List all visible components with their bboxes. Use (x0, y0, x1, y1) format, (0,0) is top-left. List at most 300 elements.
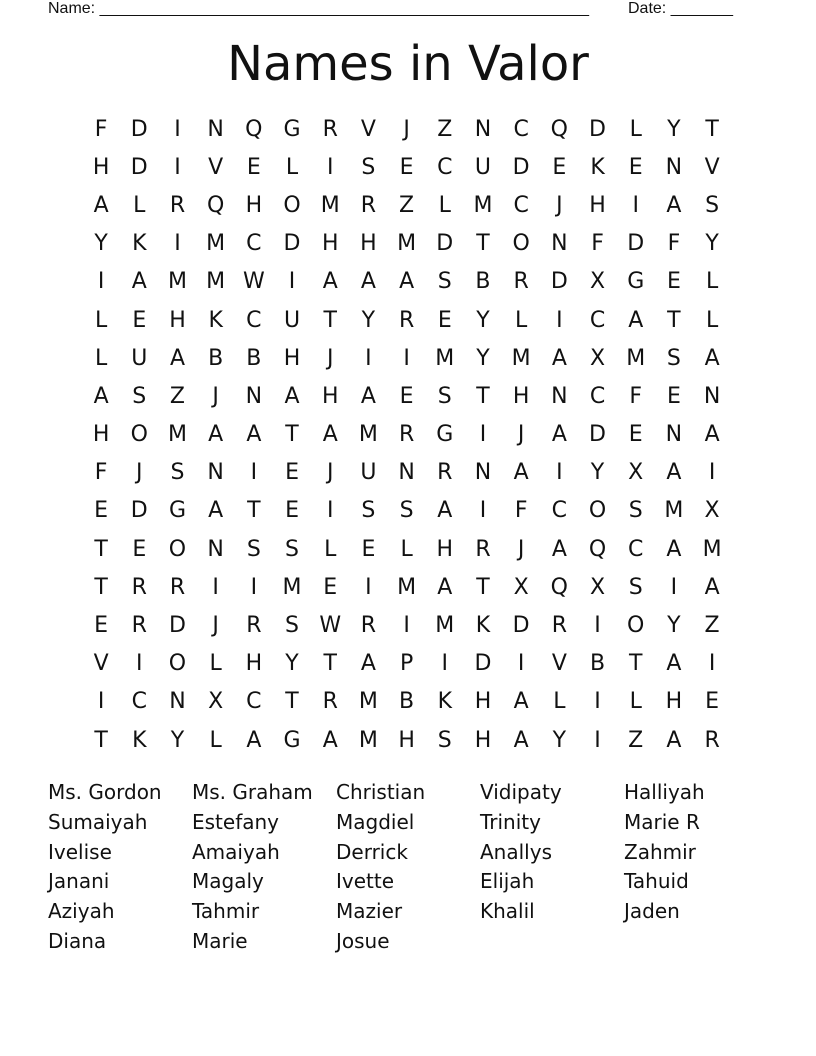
grid-letter: E (132, 536, 147, 562)
grid-letter: M (511, 345, 531, 371)
grid-letter: N (551, 383, 568, 409)
grid-letter: G (283, 727, 301, 753)
grid-letter: E (285, 460, 299, 486)
grid-letter: O (168, 651, 187, 677)
grid-letter: L (209, 727, 222, 753)
grid-letter: I (479, 422, 487, 448)
grid-letter: C (589, 307, 606, 333)
grid-letter: Q (550, 116, 568, 142)
grid-letter: E (437, 307, 452, 333)
grid-letter: D (130, 154, 148, 180)
grid-letter: J (517, 422, 525, 448)
grid-letter: N (245, 383, 263, 409)
grid-letter: A (246, 422, 262, 448)
grid-letter: N (207, 536, 224, 562)
grid-letter: S (285, 613, 300, 639)
word-list-item: Anallys (480, 839, 552, 864)
grid-letter: C (246, 689, 262, 715)
word-list-item: Marie (192, 928, 248, 953)
grid-letter: O (588, 498, 607, 524)
grid-letter: Z (704, 613, 720, 639)
grid-letter: Y (476, 307, 490, 333)
grid-letter: Q (245, 116, 263, 142)
grid-letter: D (474, 651, 492, 677)
grid-letter: I (594, 689, 601, 715)
word-list-item: Tahmir (192, 899, 260, 924)
word-list-item: Magaly (192, 869, 264, 894)
grid-letter: L (553, 689, 566, 715)
grid-letter: A (322, 269, 338, 295)
grid-letter: V (360, 116, 376, 142)
grid-letter: M (320, 192, 340, 218)
grid-letter: A (551, 536, 567, 562)
grid-letter: K (590, 154, 605, 180)
grid-letter: Q (588, 536, 607, 562)
grid-letter: E (666, 383, 681, 409)
word-list (48, 780, 768, 959)
grid-letter: J (517, 536, 525, 562)
grid-letter: I (250, 574, 258, 600)
grid-letter: C (628, 536, 644, 562)
grid-letter: H (92, 422, 110, 448)
grid-letter: H (245, 192, 263, 218)
grid-letter: I (670, 574, 678, 600)
grid-letter: A (360, 269, 376, 295)
grid-letter: A (704, 422, 720, 448)
grid-letter: H (589, 192, 606, 218)
grid-letter: L (285, 154, 299, 180)
grid-letter: A (437, 498, 453, 524)
grid-letter: E (628, 154, 643, 180)
grid-letter: F (591, 231, 604, 257)
grid-letter: V (551, 651, 567, 677)
grid-letter: M (282, 574, 302, 600)
grid-letter: M (206, 269, 226, 295)
grid-letter: I (97, 689, 105, 715)
word-list-item: Elijah (480, 869, 535, 894)
grid-letter: L (324, 536, 337, 562)
grid-letter: S (246, 536, 261, 562)
grid-letter: I (708, 651, 716, 677)
grid-letter: N (169, 689, 186, 715)
grid-letter: T (628, 651, 643, 677)
grid-letter: X (208, 689, 224, 715)
grid-letter: V (704, 154, 720, 180)
grid-letter: R (360, 192, 377, 218)
letter-grid (82, 110, 731, 759)
grid-letter: Q (550, 574, 568, 600)
grid-letter: C (131, 689, 147, 715)
grid-letter: I (365, 574, 372, 600)
grid-letter: X (589, 574, 606, 600)
grid-letter: U (474, 154, 492, 180)
grid-letter: E (399, 383, 414, 409)
grid-letter: T (94, 574, 108, 600)
grid-letter: H (92, 154, 110, 180)
grid-letter: S (132, 383, 147, 409)
grid-letter: B (208, 345, 224, 371)
grid-letter: Y (705, 231, 719, 257)
grid-letter: I (136, 651, 143, 677)
grid-letter: S (437, 269, 452, 295)
grid-letter: M (397, 574, 417, 600)
grid-letter: N (551, 231, 568, 257)
grid-letter: Y (667, 116, 681, 142)
grid-letter: D (168, 613, 186, 639)
word-list-item: Marie R (624, 809, 700, 834)
grid-letter: R (322, 116, 338, 142)
grid-letter: I (441, 651, 449, 677)
grid-letter: N (207, 116, 224, 142)
grid-letter: I (479, 498, 487, 524)
grid-letter: T (247, 498, 261, 524)
grid-letter: I (556, 460, 563, 486)
grid-letter: F (94, 460, 108, 486)
grid-letter: A (437, 574, 453, 600)
grid-letter: R (169, 574, 186, 600)
grid-letter: B (589, 651, 606, 677)
grid-letter: I (212, 574, 219, 600)
grid-letter: D (589, 116, 606, 142)
grid-letter: R (131, 574, 147, 600)
grid-letter: M (435, 613, 455, 639)
grid-letter: H (665, 689, 683, 715)
grid-letter: I (403, 613, 410, 639)
grid-letter: R (437, 460, 453, 486)
grid-letter: H (169, 307, 186, 333)
word-list-item: Estefany (192, 809, 280, 834)
grid-letter: E (666, 269, 681, 295)
grid-letter: K (132, 727, 147, 753)
grid-letter: A (513, 727, 529, 753)
grid-letter: A (360, 651, 376, 677)
grid-letter: I (403, 345, 410, 371)
grid-letter: L (705, 269, 719, 295)
grid-letter: L (133, 192, 146, 218)
grid-letter: C (246, 231, 262, 257)
grid-letter: S (437, 383, 452, 409)
word-list-item: Aziyah (48, 899, 115, 924)
grid-letter: T (476, 231, 490, 257)
grid-letter: M (167, 422, 187, 448)
grid-letter: I (517, 651, 525, 677)
grid-letter: R (169, 192, 186, 218)
grid-letter: E (94, 498, 109, 524)
word-list-item: Derrick (336, 839, 408, 864)
word-list-item: Ivette (336, 869, 395, 894)
grid-letter: E (628, 422, 643, 448)
grid-letter: L (629, 116, 642, 142)
grid-letter: X (513, 574, 529, 600)
grid-letter: M (358, 689, 378, 715)
grid-letter: E (705, 689, 720, 715)
word-list-item: Ivelise (48, 839, 112, 864)
grid-letter: D (283, 231, 301, 257)
grid-letter: J (212, 613, 219, 639)
grid-letter: Y (94, 231, 108, 257)
word-list-item: Khalil (480, 899, 535, 924)
grid-letter: U (283, 307, 301, 333)
grid-letter: M (664, 498, 684, 524)
grid-letter: L (209, 651, 222, 677)
grid-letter: Q (206, 192, 225, 218)
grid-letter: T (667, 307, 681, 333)
grid-letter: H (283, 345, 301, 371)
grid-letter: B (399, 689, 415, 715)
grid-letter: G (283, 116, 301, 142)
grid-letter: T (705, 116, 719, 142)
grid-letter: B (475, 269, 491, 295)
grid-letter: Y (476, 345, 490, 371)
grid-letter: A (513, 460, 529, 486)
grid-letter: V (93, 651, 109, 677)
grid-letter: R (513, 269, 529, 295)
grid-letter: K (132, 231, 147, 257)
grid-letter: J (136, 460, 143, 486)
grid-letter: E (246, 154, 261, 180)
grid-letter: N (474, 460, 492, 486)
grid-letter: I (288, 269, 296, 295)
grid-letter: D (589, 422, 606, 448)
grid-letter: N (665, 154, 683, 180)
grid-letter: R (131, 613, 147, 639)
grid-letter: R (475, 536, 491, 562)
grid-letter: A (322, 727, 338, 753)
grid-letter: C (437, 154, 453, 180)
grid-letter: D (130, 116, 148, 142)
grid-letter: K (437, 689, 452, 715)
grid-letter: S (628, 498, 643, 524)
grid-letter: C (513, 116, 529, 142)
word-list-item: Mazier (336, 899, 403, 924)
grid-letter: E (132, 307, 147, 333)
grid-letter: T (285, 422, 299, 448)
grid-letter: T (94, 727, 108, 753)
grid-letter: D (436, 231, 454, 257)
grid-letter: X (628, 460, 644, 486)
grid-letter: A (399, 269, 415, 295)
grid-letter: F (667, 231, 681, 257)
grid-letter: I (97, 269, 105, 295)
word-list-item: Halliyah (624, 780, 705, 804)
word-list-item: Josue (336, 928, 390, 953)
word-list-item: Janani (48, 869, 110, 894)
grid-letter: R (704, 727, 720, 753)
grid-letter: M (358, 727, 378, 753)
grid-letter: S (437, 727, 452, 753)
grid-letter: T (323, 307, 337, 333)
grid-letter: D (512, 613, 530, 639)
grid-letter: Y (170, 727, 185, 753)
grid-letter: M (167, 269, 187, 295)
grid-letter: R (360, 613, 377, 639)
grid-letter: C (246, 307, 262, 333)
grid-letter: J (326, 460, 334, 486)
grid-letter: A (284, 383, 300, 409)
grid-letter: W (319, 613, 342, 639)
grid-letter: H (474, 727, 492, 753)
grid-letter: X (589, 345, 606, 371)
grid-letter: A (169, 345, 185, 371)
grid-letter: Z (399, 192, 415, 218)
grid-letter: A (93, 383, 109, 409)
grid-letter: C (513, 192, 529, 218)
grid-letter: C (589, 383, 606, 409)
grid-letter: M (702, 536, 722, 562)
grid-letter: H (321, 231, 339, 257)
grid-letter: H (512, 383, 530, 409)
grid-letter: S (628, 574, 643, 600)
grid-letter: I (556, 307, 563, 333)
grid-letter: D (627, 231, 645, 257)
grid-letter: O (627, 613, 645, 639)
header-line (48, 0, 748, 20)
grid-letter: J (556, 192, 563, 218)
grid-letter: S (666, 345, 681, 371)
grid-letter: T (476, 574, 490, 600)
grid-letter: T (476, 383, 490, 409)
grid-letter: Y (285, 651, 299, 677)
grid-letter: J (326, 345, 334, 371)
grid-letter: S (361, 154, 376, 180)
grid-letter: D (512, 154, 530, 180)
grid-letter: Y (590, 460, 605, 486)
grid-letter: K (475, 613, 491, 639)
grid-letter: A (360, 383, 376, 409)
word-list-item: Magdiel (336, 809, 415, 834)
grid-letter: M (626, 345, 646, 371)
grid-letter: I (174, 154, 181, 180)
grid-letter: N (703, 383, 721, 409)
grid-letter: N (398, 460, 415, 486)
grid-letter: M (358, 422, 378, 448)
grid-letter: S (361, 498, 376, 524)
grid-letter: A (131, 269, 147, 295)
grid-letter: H (321, 383, 339, 409)
grid-letter: I (250, 460, 258, 486)
grid-letter: I (365, 345, 372, 371)
grid-letter: A (666, 192, 682, 218)
grid-letter: A (666, 460, 682, 486)
grid-letter: H (360, 231, 377, 257)
word-list-item: Christian (336, 780, 426, 804)
grid-letter: L (705, 307, 719, 333)
grid-letter: H (436, 536, 454, 562)
grid-letter: X (589, 269, 606, 295)
grid-letter: U (131, 345, 148, 371)
grid-letter: M (397, 231, 417, 257)
grid-letter: I (174, 231, 181, 257)
page-title: Names in Valor (227, 36, 589, 92)
grid-letter: E (399, 154, 414, 180)
grid-letter: L (94, 345, 108, 371)
grid-letter: P (399, 651, 414, 677)
grid-letter: O (512, 231, 530, 257)
grid-letter: Z (437, 116, 453, 142)
word-list-item: Amaiyah (192, 839, 280, 864)
grid-letter: O (130, 422, 148, 448)
grid-letter: Y (667, 613, 681, 639)
grid-letter: O (168, 536, 187, 562)
grid-letter: M (435, 345, 455, 371)
grid-letter: H (398, 727, 415, 753)
grid-letter: T (285, 689, 299, 715)
grid-letter: L (629, 689, 642, 715)
word-list-item: Diana (48, 928, 107, 953)
grid-letter: R (246, 613, 262, 639)
grid-letter: R (322, 689, 338, 715)
word-list-item: Ms. Gordon (48, 780, 162, 804)
grid-letter: V (208, 154, 224, 180)
grid-letter: G (168, 498, 186, 524)
grid-letter: A (246, 727, 262, 753)
grid-letter: S (285, 536, 300, 562)
grid-letter: I (326, 498, 334, 524)
grid-letter: I (708, 460, 716, 486)
grid-letter: S (705, 192, 720, 218)
grid-letter: A (513, 689, 529, 715)
word-list-item: Tahuid (624, 869, 689, 894)
grid-letter: Y (552, 727, 567, 753)
grid-letter: A (93, 192, 109, 218)
grid-letter: J (403, 116, 410, 142)
grid-letter: F (629, 383, 643, 409)
grid-letter: I (174, 116, 181, 142)
grid-letter: I (326, 154, 334, 180)
grid-letter: F (514, 498, 528, 524)
grid-letter: I (594, 727, 601, 753)
grid-letter: L (438, 192, 451, 218)
grid-letter: M (473, 192, 493, 218)
grid-letter: U (360, 460, 377, 486)
grid-letter: G (627, 269, 645, 295)
grid-letter: R (398, 307, 415, 333)
grid-letter: Y (361, 307, 376, 333)
grid-letter: A (666, 651, 682, 677)
word-list-item: Sumaiyah (48, 809, 148, 834)
grid-letter: L (400, 536, 413, 562)
grid-letter: A (322, 422, 338, 448)
grid-letter: A (208, 422, 224, 448)
grid-letter: G (436, 422, 454, 448)
grid-letter: L (515, 307, 528, 333)
grid-letter: N (665, 422, 683, 448)
grid-letter: A (704, 574, 720, 600)
grid-letter: B (246, 345, 262, 371)
grid-letter: R (398, 422, 415, 448)
grid-letter: W (242, 269, 265, 295)
grid-letter: E (94, 613, 109, 639)
grid-letter: T (323, 651, 337, 677)
word-list-item: Trinity (480, 809, 541, 834)
grid-letter: F (94, 116, 108, 142)
grid-letter: A (551, 422, 567, 448)
grid-letter: O (283, 192, 301, 218)
grid-letter: Z (628, 727, 644, 753)
word-list-item: Jaden (624, 899, 680, 924)
grid-letter: D (130, 498, 148, 524)
date-field-label: Date: _______ (628, 0, 733, 17)
grid-letter: D (550, 269, 568, 295)
grid-letter: I (632, 192, 639, 218)
grid-letter: X (704, 498, 720, 524)
grid-letter: H (245, 651, 263, 677)
name-field-label: Name: _______________________________________________________ (48, 0, 589, 17)
grid-letter: E (285, 498, 299, 524)
grid-letter: A (551, 345, 567, 371)
word-list-item: Ms. Graham (192, 780, 313, 804)
grid-letter: T (94, 536, 108, 562)
